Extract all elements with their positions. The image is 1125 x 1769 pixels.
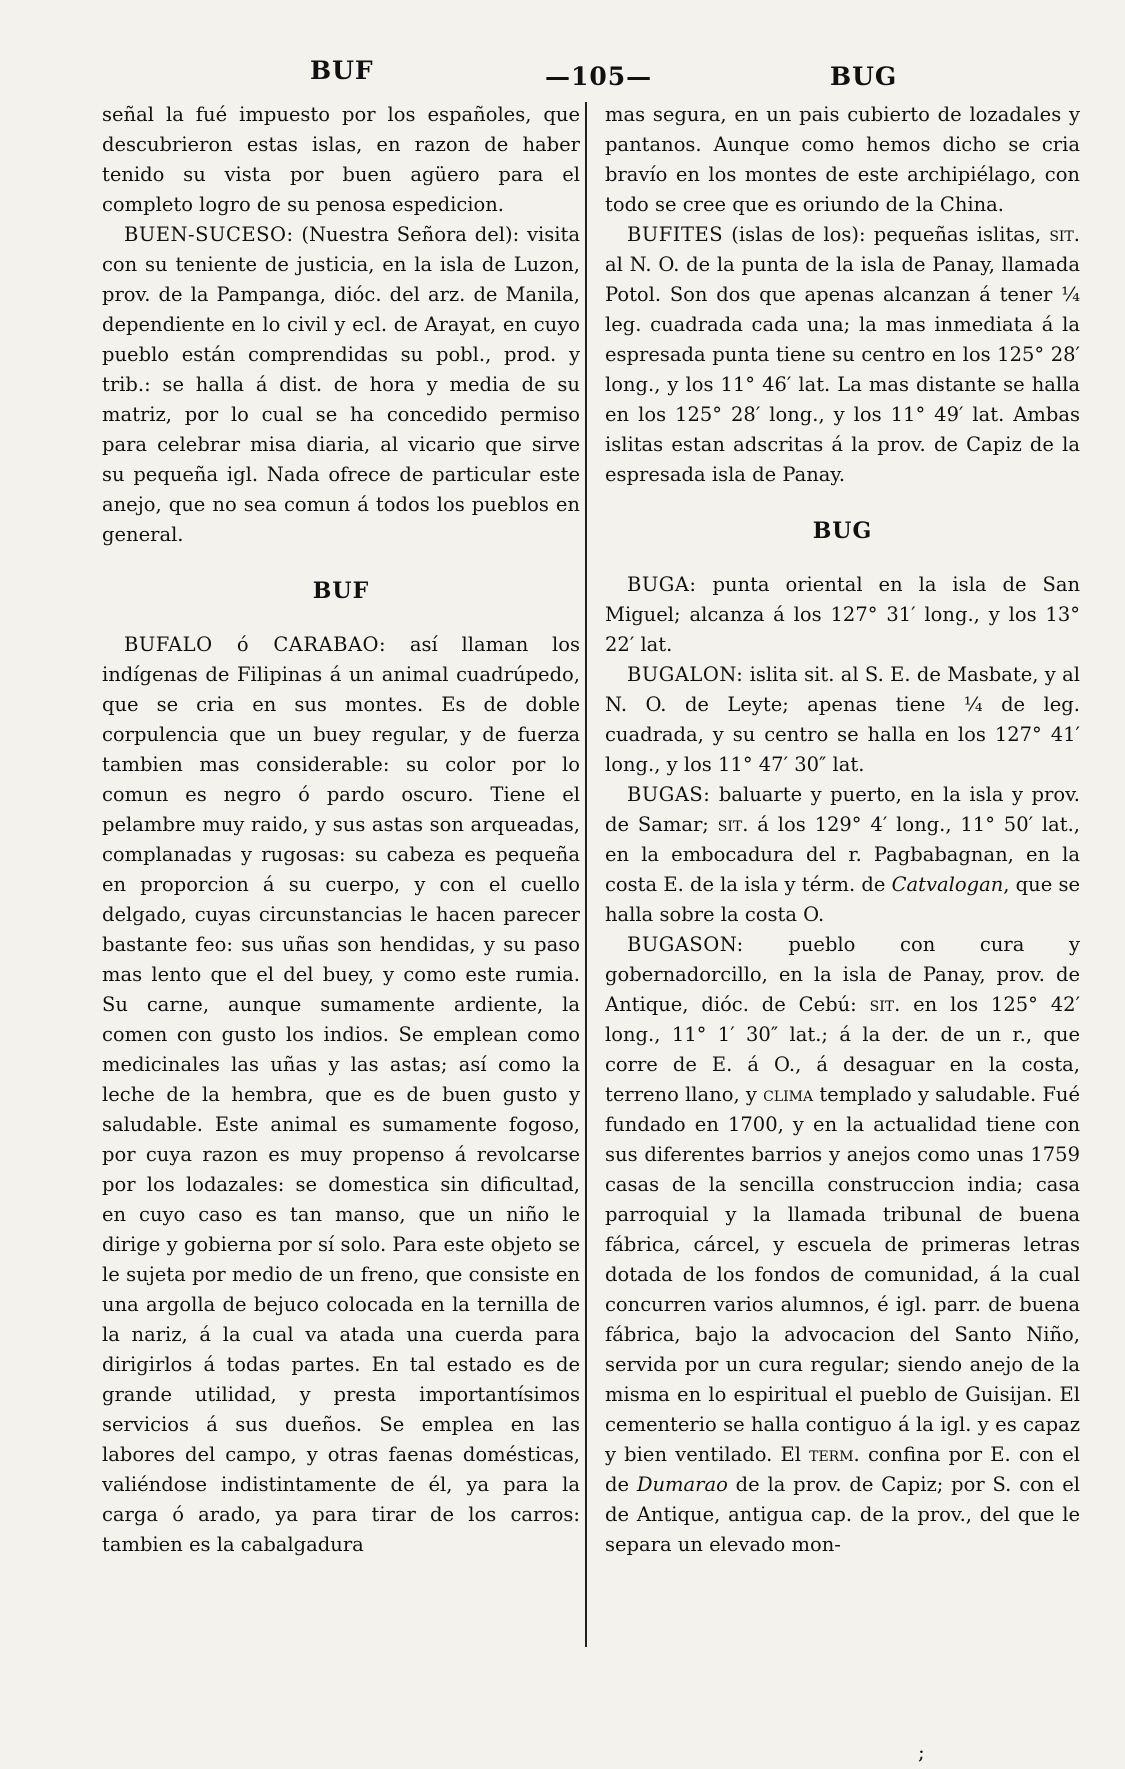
entry-bugas: BUGAS: baluarte y puerto, en la isla y prov. de Samar; sit. á los 129° 4′ long., 11° 50′ lat., en la embocadura del r. Pagbabagnan, en la costa E. de la isla y térm. de Catvalogan, que se halla sobre la costa O. xyxy=(605,783,1080,926)
entry-bufalo: BUFALO ó CARABAO: así llaman los indígenas de Filipinas á un animal cuadrúpedo, que se cria en sus montes. Es de doble corpulencia que un buey regular, y de fuerza tambien mas considerable: su color por lo comun es negro ó pardo oscuro. Tiene el pelambre muy raido, y sus astas son arqueadas, complanadas y rugosas: su cabeza es pequeña en proporcion á su cuerpo, y con el cuello delgado, cuyas circunstancias le hacen parecer bastante feo: sus uñas son hendidas, y su paso mas lento que el del buey, y como este rumia. Su carne, aunque sumamente ardiente, la comen con gusto los indios. Se emplean como medicinales las uñas y las astas; así como la leche de la hembra, que es de buen gusto y saludable. Este animal es sumamente fogoso, por cuya razon es muy propenso á revolcarse por los lodazales: se domestica sin dificultad, en cuyo caso es tan manso, que un niño le dirige y gobierna por sí solo. Para este objeto se le sujeta por medio de un freno, que consiste en una argolla de bejuco colocada en la ternilla de la nariz, á la cual va atada una cuerda para dirigirlos á todas partes. En tal estado es de grande utilidad, y presta importantísimos servicios á sus dueños. Se emplea en las labores del campo, y otras faenas domésticas, valiéndose indistintamente de él, ya para la carga ó arado, ya para tirar de los carros: tambien es la cabalgadura xyxy=(102,633,581,1556)
entry-bugalon: BUGALON: islita sit. al S. E. de Masbate, y al N. O. de Leyte; apenas tiene ¼ de leg. cuadrada, y su centro se halla en los 127° 41′ long., y los 11° 47′ 30″ lat. xyxy=(605,663,1080,776)
entry-head: BUEN-SUCESO: xyxy=(124,223,294,246)
left-column xyxy=(102,100,580,1560)
entry-head: BUGA: xyxy=(627,573,697,596)
entry-buen-suceso: BUEN-SUCESO: (Nuestra Señora del): visita con su teniente de justicia, en la isla de Luzon, prov. de la Pampanga, dióc. del arz. de Manila, dependiente en lo civil y ecl. de Arayat, en cuyo pueblo están comprendidas su pobl., prod. y trib.: se halla á dist. de hora y media de su matriz, por lo cual se ha concedido permiso para celebrar misa diaria, al vicario que sirve su pequeña igl. Nada ofrece de particular este anejo, que no sea comun á todos los pueblos en general. xyxy=(102,223,580,546)
entry-head: BUFALO ó CARABAO: xyxy=(124,633,387,656)
section-heading: BUG xyxy=(812,518,873,544)
entry-bufites: BUFITES (islas de los): pequeñas islitas, sit. al N. O. de la punta de la isla de Panay, llamada Potol. Son dos que apenas alcanzan á tener ¼ leg. cuadrada cada una; la mas inmediata á la espresada punta tiene su centro en los 125° 28′ long., y los 11° 46′ lat. La mas distante se halla en los 125° 28′ long., y los 11° 49′ lat. Ambas islitas estan adscritas á la prov. de Capiz de la espresada isla de Panay. xyxy=(605,223,1080,486)
paragraph-continuation: señal la fué impuesto por los españoles, que descubrieron estas islas, en razon de haber tenido su vista por buen agüero para el completo logro de su penosa espedicion. xyxy=(102,103,580,216)
paragraph-continuation: mas segura, en un pais cubierto de lozadales y pantanos. Aunque como hemos dicho se cria bravío en los montes de este archipiélago, con todo se cree que es oriundo de la China. xyxy=(605,103,1080,216)
entry-bugason: BUGASON: pueblo con cura y gobernadorcillo, en la isla de Panay, prov. de Antique, dióc. de Cebú: sit. en los 125° 42′ long., 11° 1′ 30″ lat.; á la der. de un r., que corre de E. á O., á desaguar en la costa, terreno llano, y clima templado y saludable. Fué fundado en 1700, y en la actualidad tiene con sus diferentes barrios y anejos como unas 1759 casas de la sencilla construccion india; casa parroquial y la llamada tribunal de buena fábrica, cárcel, y escuela de primeras letras dotada de los fondos de comunidad, á la cual concurren varios alumnos, é igl. parr. de buena fábrica, bajo la advocacion del Santo Niño, servida por un cura regular; siendo anejo de la misma en lo espiritual el pueblo de Guisijan. El cementerio se halla contiguo á la igl. y es capaz y bien ventilado. El term. confina por E. con el de Dumarao de la prov. de Capiz; por S. con el de Antique, antigua cap. de la prov., del que le separa un elevado mon- xyxy=(605,933,1081,1556)
entry-head: BUGALON: xyxy=(627,663,744,686)
header-left: BUF xyxy=(310,56,374,85)
entry-buga: BUGA: punta oriental en la isla de San Miguel; alcanza á los 127° 31′ long., y los 13° 22′ lat. xyxy=(605,573,1081,656)
footer-mark: ; xyxy=(918,1740,925,1764)
entry-head: BUFITES xyxy=(627,223,724,246)
entry-head: BUGASON: xyxy=(627,933,744,956)
column-divider xyxy=(585,102,587,1647)
page-number: —105— xyxy=(545,62,653,91)
entry-head: BUGAS: xyxy=(627,783,711,806)
running-head xyxy=(105,48,1075,98)
section-heading: BUF xyxy=(312,578,370,604)
header-right: BUG xyxy=(830,62,898,91)
right-column xyxy=(605,100,1080,1560)
